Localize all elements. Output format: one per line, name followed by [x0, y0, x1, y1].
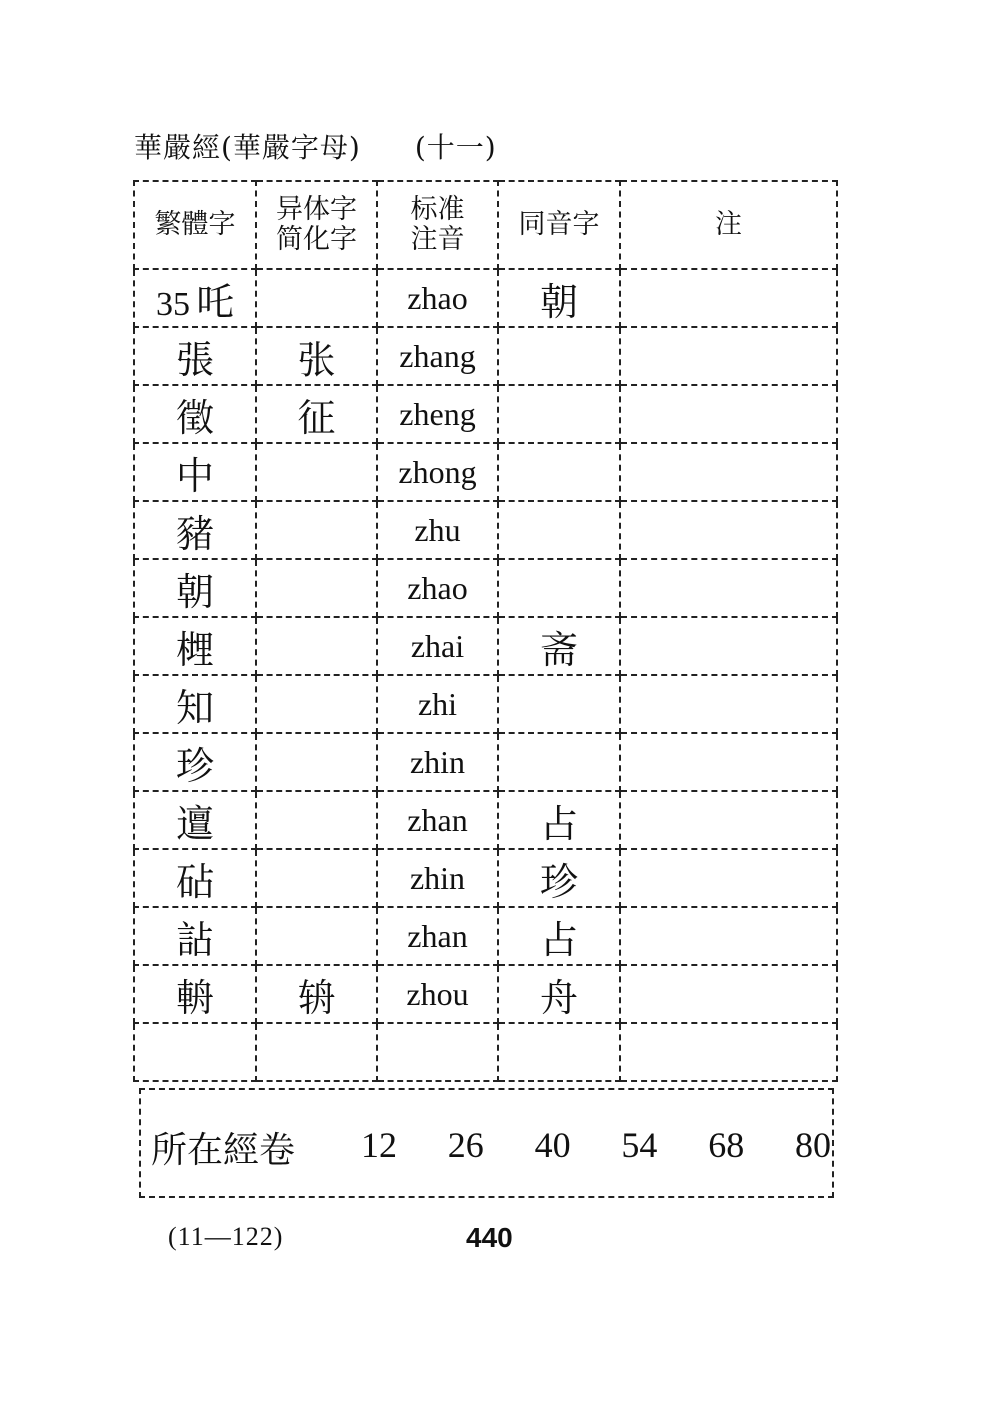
homophone-cell	[498, 675, 620, 733]
traditional-char: 徵	[175, 395, 214, 440]
traditional-char: 豬	[175, 511, 214, 556]
pinyin-cell: zhan	[377, 907, 498, 965]
pinyin-cell: zhi	[377, 675, 498, 733]
homophone-cell	[498, 385, 620, 443]
page-number: 440	[466, 1222, 513, 1253]
pinyin-cell: zhu	[377, 501, 498, 559]
simplified-cell	[256, 617, 377, 675]
traditional-char: 詀	[175, 917, 214, 962]
pinyin-cell: zhou	[377, 965, 498, 1023]
table-header-row	[134, 181, 837, 269]
pinyin-cell: zhao	[377, 269, 498, 327]
table-row	[134, 269, 837, 327]
pinyin-cell: zhong	[377, 443, 498, 501]
note-cell	[620, 501, 837, 559]
traditional-char: 吒	[195, 279, 234, 324]
note-cell	[620, 617, 837, 675]
page-title	[134, 126, 497, 166]
traditional-char: 珍	[175, 743, 214, 788]
traditional-cell	[134, 849, 256, 907]
character-table	[133, 180, 838, 1082]
simplified-cell	[256, 675, 377, 733]
table-row	[134, 791, 837, 849]
table-row	[134, 559, 837, 617]
traditional-cell	[134, 269, 256, 327]
volume-number: 26	[447, 1125, 484, 1165]
traditional-cell	[134, 501, 256, 559]
homophone-cell: 舟	[498, 965, 620, 1023]
simplified-cell	[256, 559, 377, 617]
volume-number: 40	[534, 1125, 571, 1165]
traditional-char: 張	[175, 337, 214, 382]
note-cell	[620, 965, 837, 1023]
pinyin-cell	[377, 1023, 498, 1081]
pinyin-cell: zhang	[377, 327, 498, 385]
traditional-cell	[134, 327, 256, 385]
volume-number: 12	[361, 1125, 397, 1165]
header-traditional: 繁體字	[134, 181, 256, 269]
table-row	[134, 501, 837, 559]
homophone-cell: 珍	[498, 849, 620, 907]
header-standard-pinyin: 标准 注音	[377, 181, 498, 269]
simplified-cell	[256, 269, 377, 327]
homophone-cell	[498, 1023, 620, 1081]
note-cell	[620, 327, 837, 385]
table-row	[134, 327, 837, 385]
header-homophone: 同音字	[498, 181, 620, 269]
traditional-cell	[134, 675, 256, 733]
traditional-cell	[134, 1023, 256, 1081]
pinyin-cell: zheng	[377, 385, 498, 443]
note-cell	[620, 1023, 837, 1081]
homophone-cell	[498, 733, 620, 791]
simplified-cell	[256, 791, 377, 849]
note-cell	[620, 849, 837, 907]
note-cell	[620, 559, 837, 617]
simplified-cell: 征	[256, 385, 377, 443]
traditional-cell	[134, 907, 256, 965]
traditional-cell	[134, 733, 256, 791]
simplified-cell	[256, 733, 377, 791]
volume-label: 所在經卷	[151, 1130, 296, 1171]
homophone-cell	[498, 559, 620, 617]
traditional-cell	[134, 965, 256, 1023]
simplified-cell	[256, 1023, 377, 1081]
simplified-cell	[256, 849, 377, 907]
volume-number: 68	[708, 1125, 745, 1165]
header-variant-simplified: 异体字 简化字	[256, 181, 377, 269]
table-row	[134, 849, 837, 907]
pinyin-cell: zhin	[377, 849, 498, 907]
simplified-cell: 辀	[256, 965, 377, 1023]
homophone-cell: 占	[498, 907, 620, 965]
volume-list	[361, 1124, 831, 1166]
simplified-cell	[256, 443, 377, 501]
traditional-char: 知	[175, 685, 214, 730]
traditional-char: 輈	[175, 975, 214, 1020]
reference-code: (11—122)	[168, 1222, 284, 1251]
traditional-char: 榸	[175, 627, 214, 672]
entry-number: 35	[155, 285, 190, 323]
note-cell	[620, 733, 837, 791]
table-row	[134, 1023, 837, 1081]
volume-number: 80	[794, 1125, 831, 1165]
header-note: 注	[620, 181, 837, 269]
homophone-cell	[498, 501, 620, 559]
table-row	[134, 617, 837, 675]
traditional-cell	[134, 443, 256, 501]
note-cell	[620, 443, 837, 501]
note-cell	[620, 675, 837, 733]
homophone-cell	[498, 327, 620, 385]
traditional-cell	[134, 617, 256, 675]
traditional-char: 朝	[175, 569, 214, 614]
homophone-cell: 斋	[498, 617, 620, 675]
note-cell	[620, 385, 837, 443]
volume-box	[139, 1088, 834, 1198]
simplified-cell: 张	[256, 327, 377, 385]
traditional-cell	[134, 791, 256, 849]
note-cell	[620, 791, 837, 849]
table-row	[134, 385, 837, 443]
simplified-cell	[256, 501, 377, 559]
traditional-cell	[134, 385, 256, 443]
table-row	[134, 675, 837, 733]
traditional-cell	[134, 559, 256, 617]
note-cell	[620, 907, 837, 965]
simplified-cell	[256, 907, 377, 965]
pinyin-cell: zhan	[377, 791, 498, 849]
homophone-cell	[498, 443, 620, 501]
volume-number: 54	[621, 1125, 658, 1165]
traditional-char: 邅	[175, 801, 214, 846]
homophone-cell: 朝	[498, 269, 620, 327]
homophone-cell: 占	[498, 791, 620, 849]
note-cell	[620, 269, 837, 327]
table-row	[134, 907, 837, 965]
traditional-char: 中	[175, 453, 214, 498]
traditional-char: 砧	[175, 859, 214, 904]
pinyin-cell: zhin	[377, 733, 498, 791]
volume-label: (十一)	[414, 131, 497, 164]
title-text: 華嚴經(華嚴字母)	[134, 131, 361, 164]
table-row	[134, 443, 837, 501]
pinyin-cell: zhao	[377, 559, 498, 617]
pinyin-cell: zhai	[377, 617, 498, 675]
table-row	[134, 965, 837, 1023]
table-row	[134, 733, 837, 791]
